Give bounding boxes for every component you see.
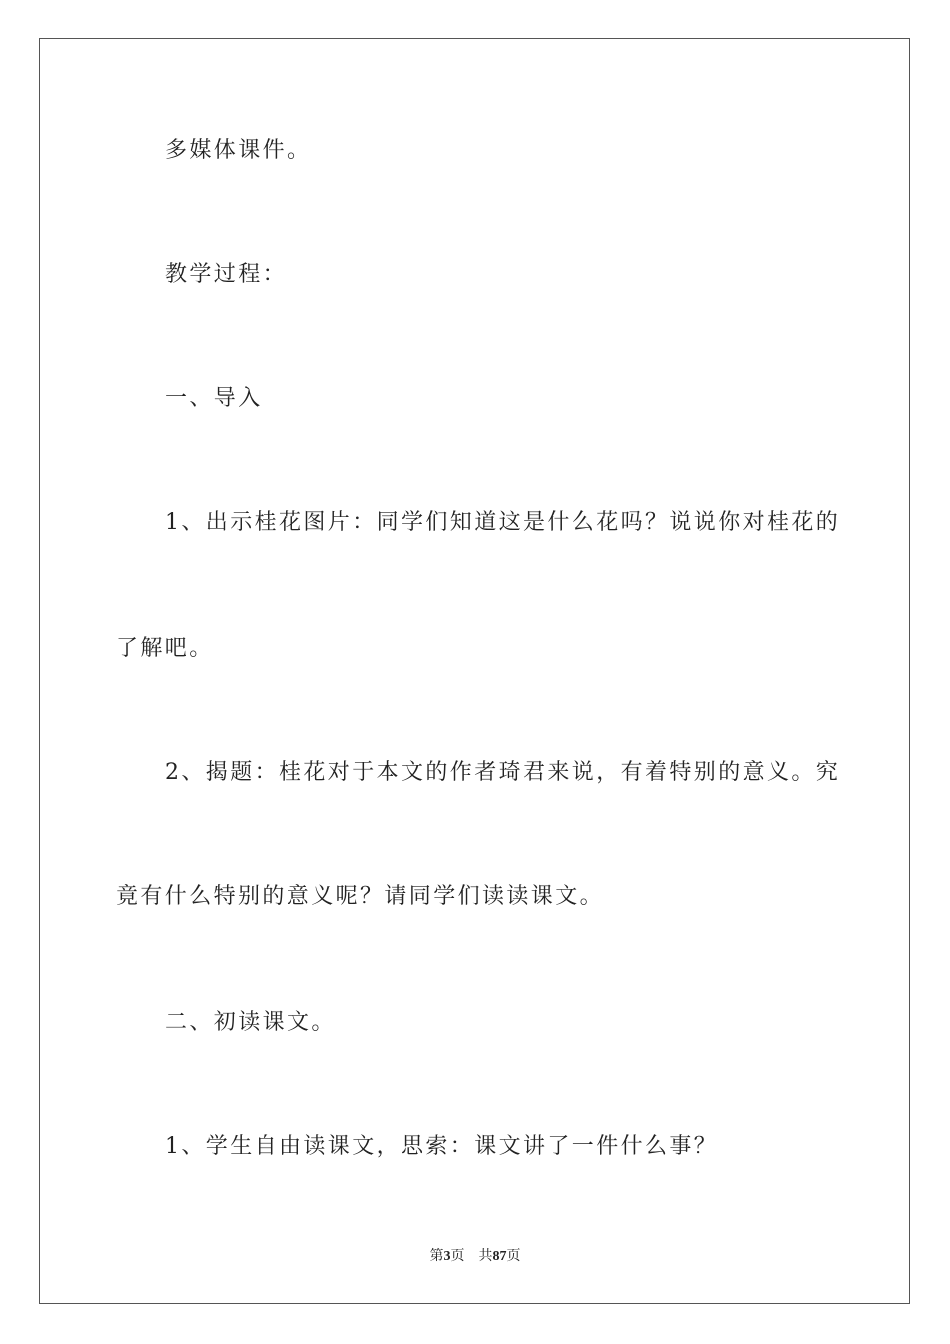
footer-total-prefix: 共 (478, 1249, 493, 1264)
footer-total-suffix: 页 (506, 1249, 521, 1264)
section-heading-first-reading: 二、初读课文。 (165, 1010, 336, 1035)
footer-page-number: 3 (443, 1249, 451, 1264)
paragraph-intro-step1: 1、出示桂花图片：同学们知道这是什么花吗？说说你对桂花的 (165, 510, 841, 535)
footer-total-pages: 87 (492, 1249, 507, 1264)
section-heading-intro: 一、导入 (165, 386, 263, 411)
paragraph-materials: 多媒体课件。 (165, 138, 312, 163)
paragraph-intro-step2: 2、揭题：桂花对于本文的作者琦君来说，有着特别的意义。究 (165, 760, 841, 785)
paragraph-process-heading: 教学过程： (165, 262, 288, 287)
footer-page-prefix: 第 (429, 1249, 444, 1264)
paragraph-reading-step1: 1、学生自由读课文，思索：课文讲了一件什么事？ (165, 1134, 719, 1159)
page-border (39, 38, 910, 1304)
paragraph-intro-step1-cont: 了解吧。 (116, 636, 214, 661)
paragraph-intro-step2-cont: 竟有什么特别的意义呢？请同学们读读课文。 (116, 884, 605, 909)
footer-page-suffix: 页 (450, 1249, 465, 1264)
page-footer (0, 1247, 950, 1267)
